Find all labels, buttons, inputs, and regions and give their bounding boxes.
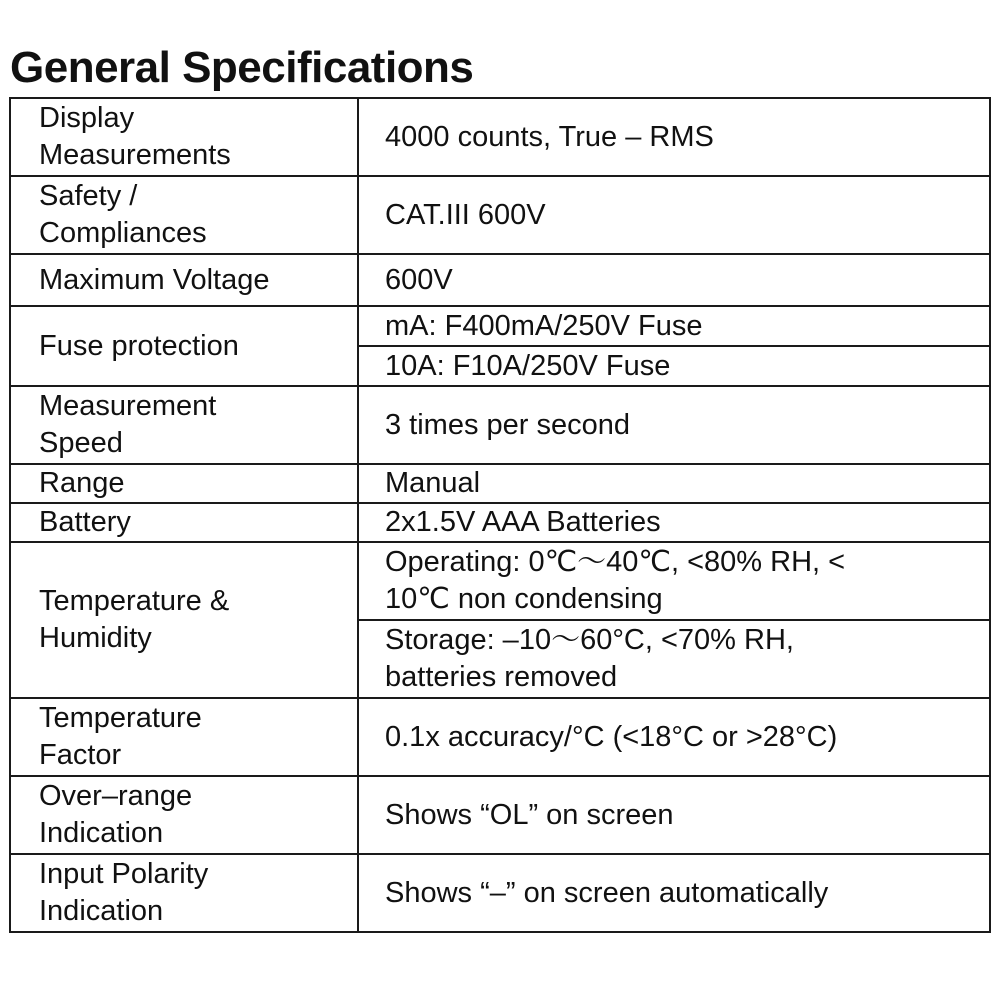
spec-label: Maximum Voltage	[10, 254, 358, 306]
spec-label: Battery	[10, 503, 358, 542]
table-row	[10, 854, 990, 932]
spec-value: 0.1x accuracy/°C (<18°C or >28°C)	[358, 698, 990, 776]
spec-value: 10A: F10A/250V Fuse	[358, 346, 990, 386]
table-row	[10, 503, 990, 542]
page-title: General Specifications	[10, 43, 474, 92]
table-row	[10, 254, 990, 306]
spec-label: Range	[10, 464, 358, 503]
spec-value: mA: F400mA/250V Fuse	[358, 306, 990, 346]
spec-value: 3 times per second	[358, 386, 990, 464]
spec-label: Safety / Compliances	[10, 176, 358, 254]
table-row	[10, 698, 990, 776]
table-row	[10, 176, 990, 254]
table-row	[10, 386, 990, 464]
spec-value: 2x1.5V AAA Batteries	[358, 503, 990, 542]
spec-label: Over–range Indication	[10, 776, 358, 854]
spec-value: Storage: –10～60°C, <70% RH, batteries removed	[358, 620, 990, 698]
spec-label: Display Measurements	[10, 98, 358, 176]
spec-label: Temperature & Humidity	[10, 542, 358, 698]
spec-label: Temperature Factor	[10, 698, 358, 776]
table-row	[10, 776, 990, 854]
spec-value: Manual	[358, 464, 990, 503]
spec-value: Shows “–” on screen automatically	[358, 854, 990, 932]
spec-value: CAT.III 600V	[358, 176, 990, 254]
spec-value: Operating: 0℃～40℃, <80% RH, < 10℃ non condensing	[358, 542, 990, 620]
spec-value: 4000 counts, True – RMS	[358, 98, 990, 176]
spec-value: Shows “OL” on screen	[358, 776, 990, 854]
spec-label: Fuse protection	[10, 306, 358, 386]
table-row	[10, 306, 990, 346]
table-row	[10, 98, 990, 176]
specifications-table	[9, 97, 991, 933]
spec-label: Input Polarity Indication	[10, 854, 358, 932]
spec-label: Measurement Speed	[10, 386, 358, 464]
table-row	[10, 464, 990, 503]
table-row	[10, 542, 990, 620]
spec-value: 600V	[358, 254, 990, 306]
